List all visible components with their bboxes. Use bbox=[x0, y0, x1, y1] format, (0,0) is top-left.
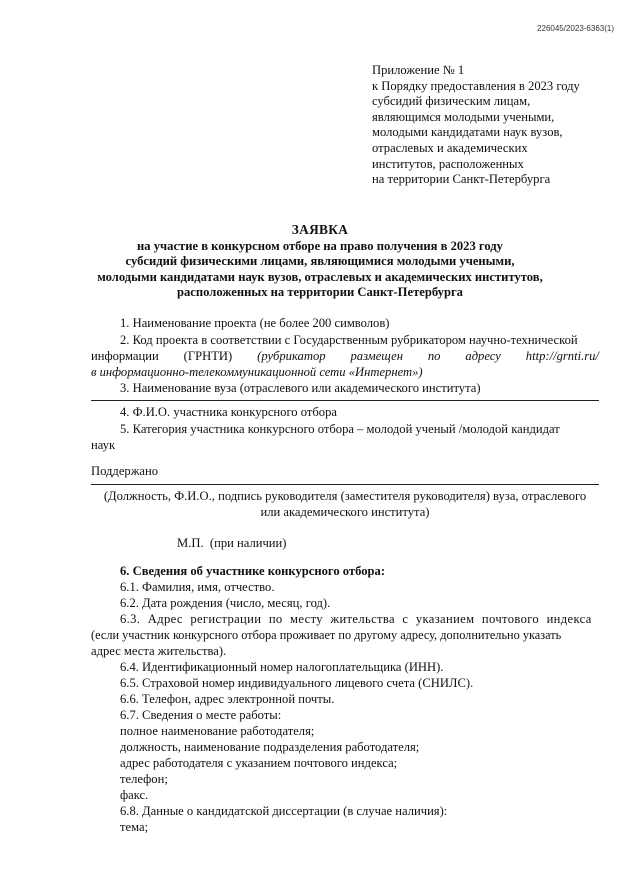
item-2-line-1: 2. Код проекта в соответствии с Государственным рубрикатором научно-технической bbox=[120, 333, 578, 347]
appendix-line: институтов, расположенных bbox=[372, 156, 524, 171]
caption-line: (Должность, Ф.И.О., подпись руководителя (заместителя руководителя) вуза, отраслевого bbox=[103, 489, 587, 503]
title-line: субсидий физическими лицами, являющимися молодыми учеными, bbox=[125, 254, 515, 269]
item-2-word: по bbox=[427, 349, 441, 363]
item-3: 3. Наименование вуза (отраслевого или академического института) bbox=[120, 381, 481, 395]
section-6-4: 6.4. Идентификационный номер налогоплательщика (ИНН). bbox=[120, 660, 444, 674]
appendix-line: являющимся молодыми учеными, bbox=[372, 109, 555, 124]
divider-line bbox=[91, 400, 599, 401]
section-6-8-a: тема; bbox=[120, 820, 149, 834]
section-6-heading: 6. Сведения об участнике конкурсного отбора: bbox=[120, 564, 386, 578]
grnti-url: http://grnti.ru/ bbox=[525, 349, 599, 363]
section-6-3-line-3: адрес места жительства). bbox=[91, 644, 227, 658]
section-6-7-c: адрес работодателя с указанием почтового индекса; bbox=[120, 756, 398, 770]
appendix-line: на территории Санкт-Петербурга bbox=[372, 172, 551, 187]
appendix-line: Приложение № 1 bbox=[372, 63, 465, 77]
title-line: расположенных на территории Санкт-Петербурга bbox=[177, 285, 463, 300]
section-6-5: 6.5. Страховой номер индивидуального лицевого счета (СНИЛС). bbox=[120, 676, 474, 690]
title-line: молодыми кандидатами наук вузов, отраслевых и академических институтов, bbox=[97, 269, 543, 284]
signature-caption bbox=[91, 489, 599, 520]
item-2-line-2 bbox=[91, 349, 599, 364]
caption-line: или академического института) bbox=[260, 504, 430, 519]
stamp-label: М.П. (при наличии) bbox=[177, 536, 287, 550]
section-6-7-a: полное наименование работодателя; bbox=[120, 724, 315, 738]
section-6-3-line-2: (если участник конкурсного отбора проживает по другому адресу, дополнительно указать bbox=[91, 628, 562, 642]
appendix-line: субсидий физическим лицам, bbox=[372, 94, 531, 109]
section-6-7-d: телефон; bbox=[120, 772, 168, 786]
supported-label: Поддержано bbox=[91, 464, 159, 478]
item-2-word: (ГРНТИ) bbox=[183, 349, 233, 363]
section-6-6: 6.6. Телефон, адрес электронной почты. bbox=[120, 692, 335, 706]
item-2-line-3: в информационно-телекоммуникационной сети «Интернет») bbox=[91, 365, 423, 379]
title-main: ЗАЯВКА bbox=[291, 222, 349, 237]
title-line: на участие в конкурсном отборе на право получения в 2023 году bbox=[137, 238, 503, 253]
document-title bbox=[40, 222, 600, 301]
item-2-word: размещен bbox=[350, 349, 403, 363]
section-6-7: 6.7. Сведения о месте работы: bbox=[120, 708, 282, 722]
section-6-1: 6.1. Фамилия, имя, отчество. bbox=[120, 580, 275, 594]
section-6-7-e: факс. bbox=[120, 788, 149, 802]
item-2-word: информации bbox=[91, 349, 159, 363]
section-6-8: 6.8. Данные о кандидатской диссертации (в случае наличия): bbox=[120, 804, 448, 818]
item-4: 4. Ф.И.О. участника конкурсного отбора bbox=[120, 405, 337, 419]
signature-line bbox=[91, 484, 599, 485]
appendix-line: к Порядку предоставления в 2023 году bbox=[372, 78, 580, 93]
section-6-2: 6.2. Дата рождения (число, месяц, год). bbox=[120, 596, 331, 610]
section-6-7-b: должность, наименование подразделения работодателя; bbox=[120, 740, 420, 754]
item-1: 1. Наименование проекта (не более 200 символов) bbox=[120, 316, 390, 330]
section-6-3-line-1: 6.3. Адрес регистрации по месту жительства с указанием почтового индекса bbox=[120, 612, 592, 626]
item-5-line-1: 5. Категория участника конкурсного отбора – молодой ученый /молодой кандидат bbox=[120, 422, 560, 436]
document-id: 226045/2023-6363(1) bbox=[537, 24, 614, 33]
item-2-word: адресу bbox=[465, 349, 501, 363]
appendix-header bbox=[372, 63, 580, 188]
appendix-line: отраслевых и академических bbox=[372, 140, 528, 155]
item-2-word: (рубрикатор bbox=[257, 349, 326, 363]
appendix-line: молодыми кандидатами наук вузов, bbox=[372, 125, 563, 140]
item-5-line-2: наук bbox=[91, 438, 116, 452]
